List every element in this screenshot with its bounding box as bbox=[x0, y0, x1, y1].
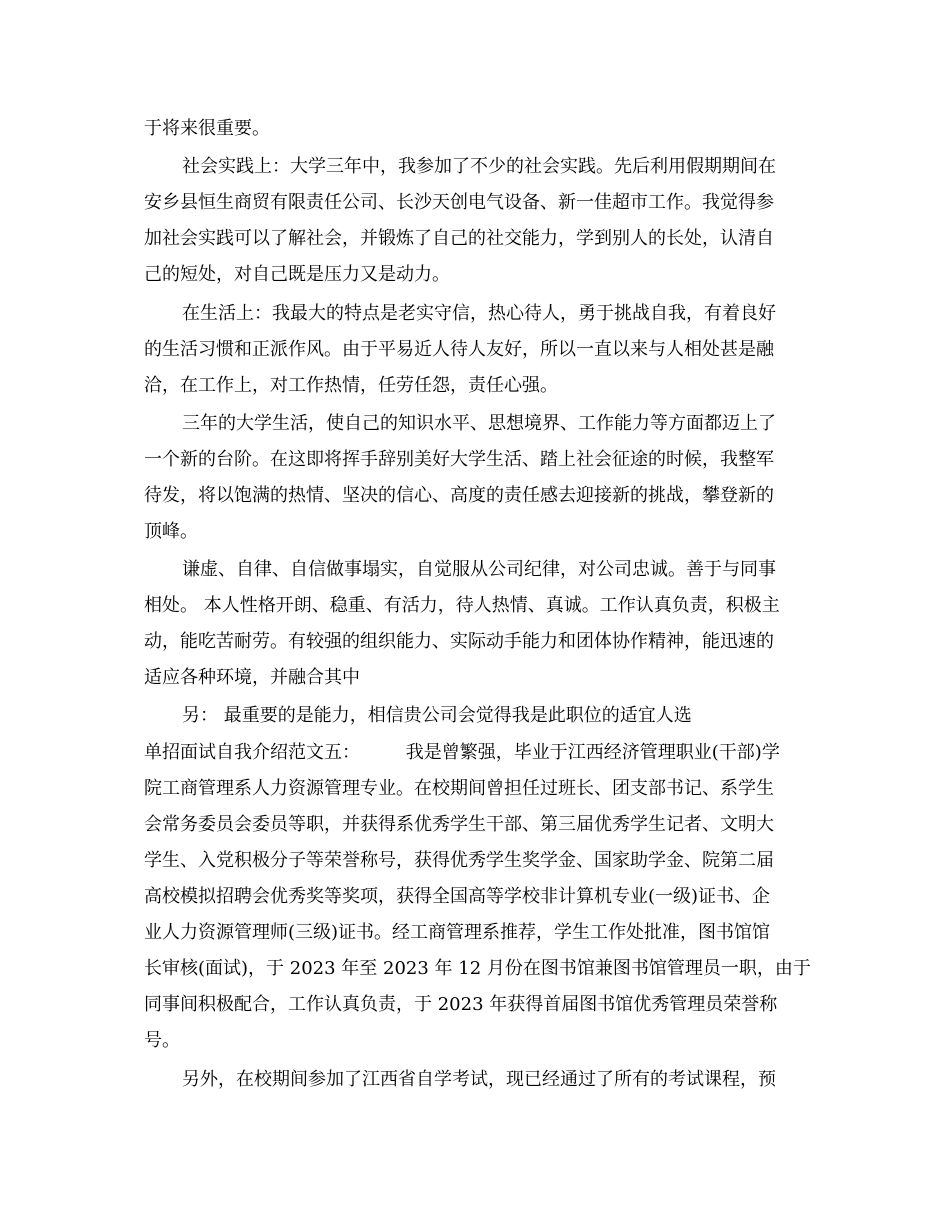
text-line: 相处。 本人性格开朗、稳重、有活力，待人热情、真诚。工作认真负责，积极主 bbox=[144, 595, 780, 616]
text-line: 的生活习惯和正派作风。由于平易近人待人友好，所以一直以来与人相处甚是融 bbox=[144, 339, 774, 360]
text-line: 另： 最重要的是能力，相信贵公司会觉得我是此职位的适宜人选 bbox=[182, 705, 692, 726]
text-line: 高校模拟招聘会优秀奖等奖项，获得全国高等学校非计算机专业(一级)证书、企 bbox=[144, 886, 771, 907]
text-line: 安乡县恒生商贸有限责任公司、长沙天创电气设备、新一佳超市工作。我觉得参 bbox=[144, 192, 774, 213]
text-line: 三年的大学生活，使自己的知识水平、思想境界、工作能力等方面都迈上了 bbox=[182, 413, 776, 434]
text-line: 加社会实践可以了解社会，并锻炼了自己的社交能力，学到别人的长处，认清自 bbox=[144, 228, 774, 249]
text-line: 适应各种环境，并融合其中 bbox=[144, 667, 360, 688]
text-line: 院工商管理系人力资源管理专业。在校期间曾担任过班长、团支部书记、系学生 bbox=[144, 778, 774, 799]
text-line: 一个新的台阶。在这即将挥手辞别美好大学生活、踏上社会征途的时候，我整军 bbox=[144, 449, 774, 470]
text-line: 在生活上：我最大的特点是老实守信，热心待人，勇于挑战自我，有着良好 bbox=[182, 303, 776, 324]
text-line: 另外，在校期间参加了江西省自学考试，现已经通过了所有的考试课程，预 bbox=[182, 1069, 776, 1090]
text-line: 同事间积极配合，工作认真负责，于 2023 年获得首届图书馆优秀管理员荣誉称 bbox=[144, 994, 778, 1015]
text-line: 号。 bbox=[144, 1030, 180, 1051]
text-line: 单招面试自我介绍范文五： 我是曾繁强，毕业于江西经济管理职业(干部)学 bbox=[144, 742, 780, 763]
text-line: 社会实践上：大学三年中，我参加了不少的社会实践。先后利用假期期间在 bbox=[182, 156, 776, 177]
text-line: 顶峰。 bbox=[144, 521, 198, 542]
text-line: 洽，在工作上，对工作热情，任劳任怨，责任心强。 bbox=[144, 375, 558, 396]
text-line: 动，能吃苦耐劳。有较强的组织能力、实际动手能力和团体协作精神，能迅速的 bbox=[144, 631, 774, 652]
text-line: 业人力资源管理师(三级)证书。经工商管理系推荐，学生工作处批准，图书馆馆 bbox=[144, 922, 771, 943]
text-line: 谦虚、自律、自信做事塌实，自觉服从公司纪律，对公司忠诚。善于与同事 bbox=[182, 559, 776, 580]
text-line: 己的短处，对自己既是压力又是动力。 bbox=[144, 264, 450, 285]
text-line: 于将来很重要。 bbox=[144, 118, 270, 139]
text-line: 学生、入党积极分子等荣誉称号，获得优秀学生奖学金、国家助学金、院第二届 bbox=[144, 850, 774, 871]
text-line: 会常务委员会委员等职，并获得系优秀学生干部、第三届优秀学生记者、文明大 bbox=[144, 814, 774, 835]
text-line: 长审核(面试)，于 2023 年至 2023 年 12 月份在图书馆兼图书馆管理员一职，由于 bbox=[144, 958, 811, 979]
text-line: 待发，将以饱满的热情、坚决的信心、高度的责任感去迎接新的挑战，攀登新的 bbox=[144, 485, 774, 506]
